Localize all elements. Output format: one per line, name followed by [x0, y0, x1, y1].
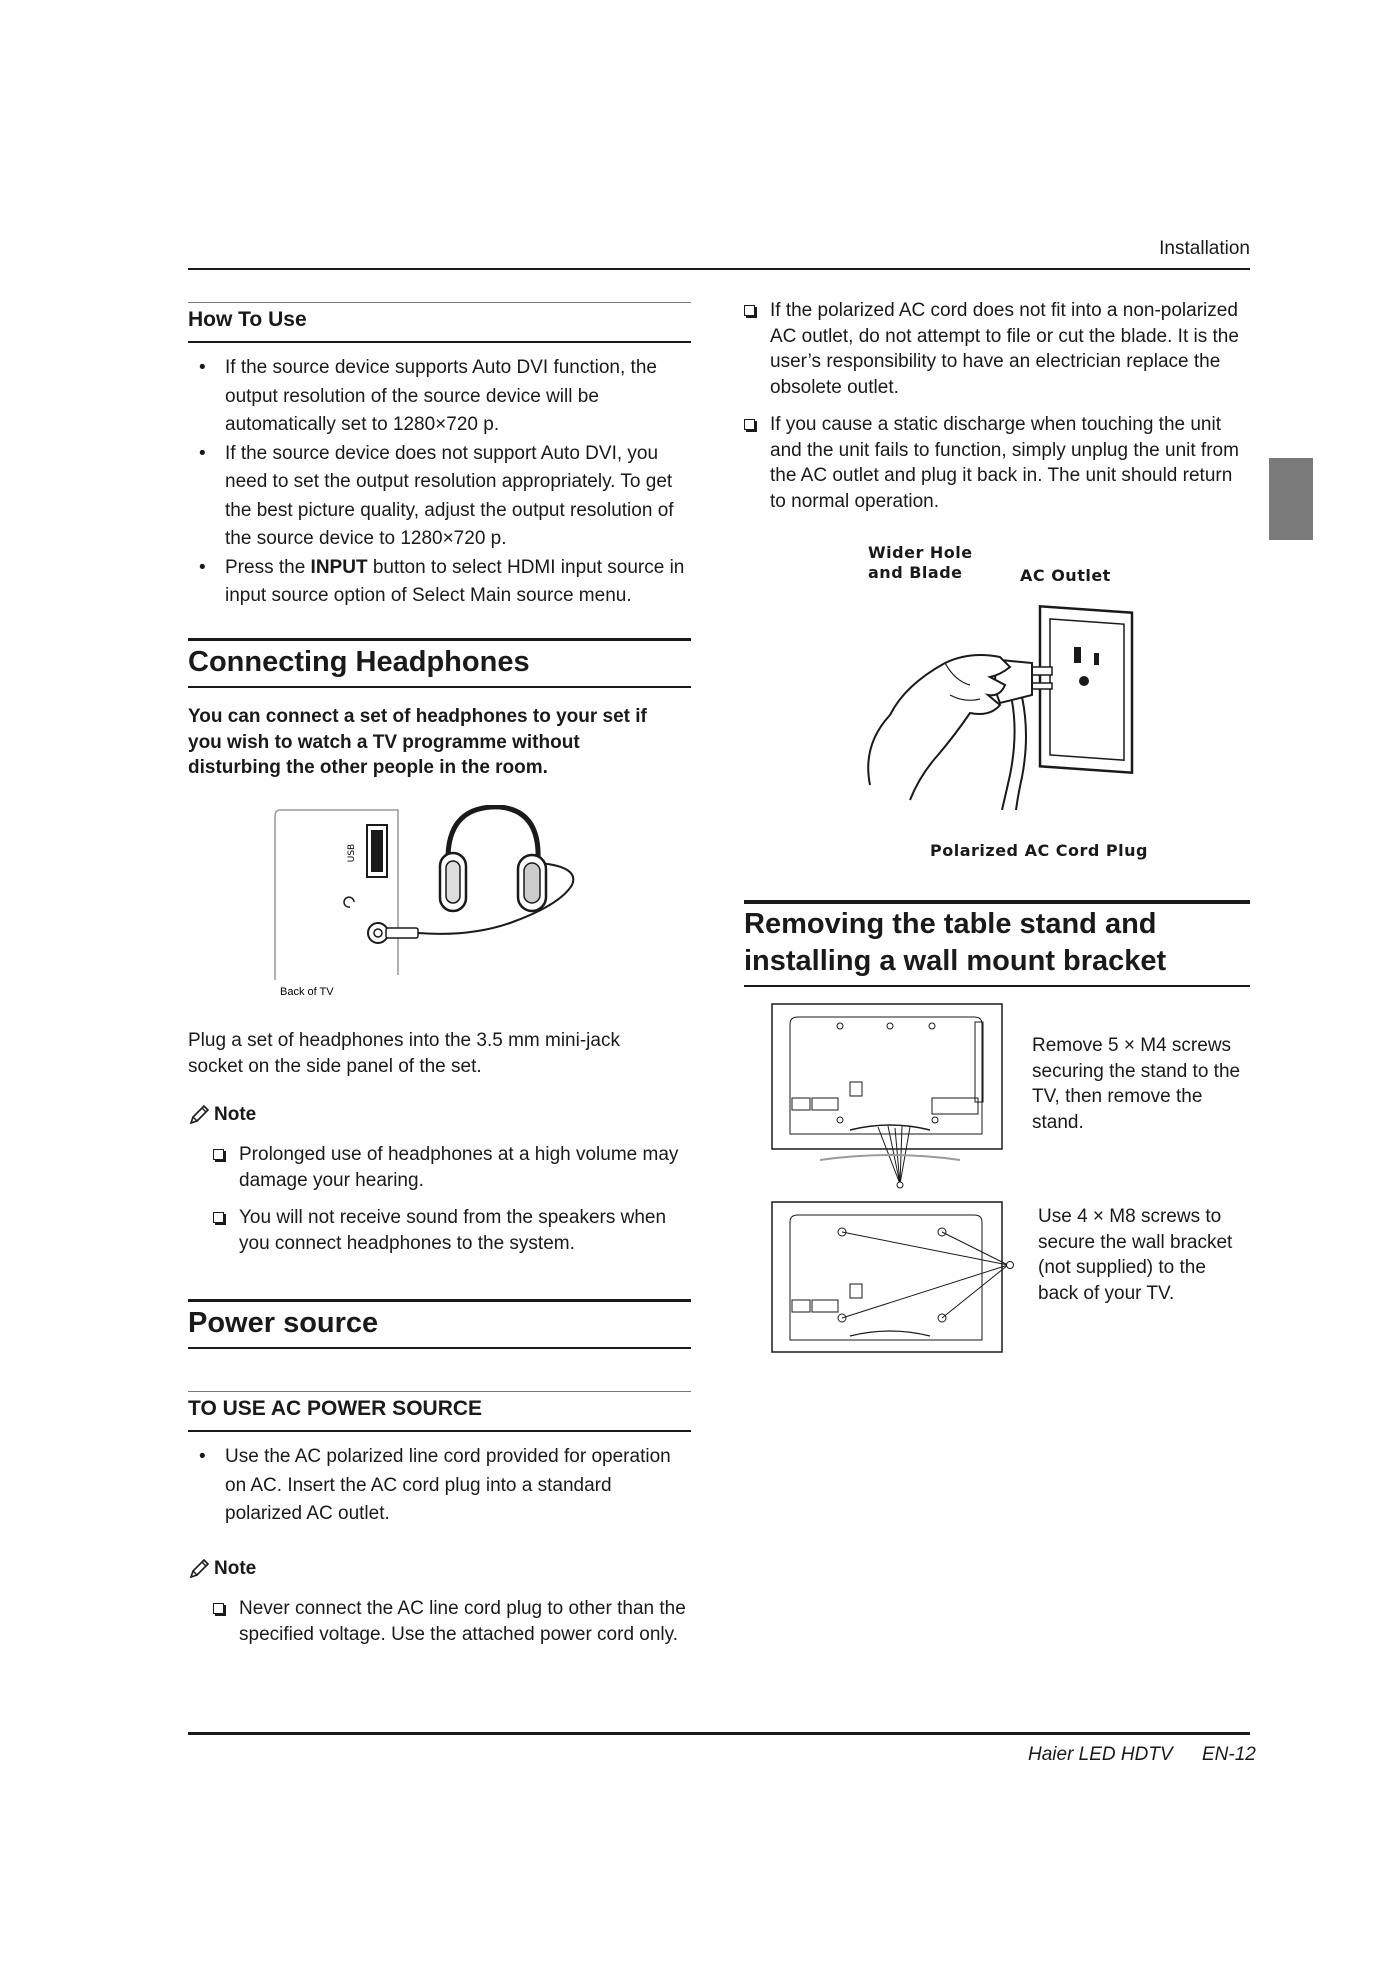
stand-top-rule	[744, 900, 1250, 904]
bullet-text: Use the AC polarized line cord provided for operation on AC. Insert the AC cord plug into a standard polarized AC outlet.	[225, 1446, 671, 1524]
headphone-jack-icon	[344, 897, 354, 907]
power-notes	[213, 1596, 693, 1647]
how-to-use-list	[188, 354, 688, 611]
header-rule	[188, 268, 1250, 270]
headband	[448, 807, 538, 860]
list-item	[188, 354, 688, 440]
ac-outlet-diagram	[850, 585, 1140, 810]
power-title: Power source	[188, 1307, 379, 1339]
bullet-text: If the source device supports Auto DVI function, the output resolution of the source device will be automatically set to 1280×720 p.	[225, 357, 657, 435]
headphones-intro: You can connect a set of headphones to your set if you wish to watch a TV programme without disturbing the other people in the room.	[188, 706, 647, 778]
ac-power-top-rule	[188, 1391, 691, 1392]
bullet-glyph: •	[199, 357, 206, 378]
headphones-note-heading	[188, 1104, 256, 1126]
headphones-body: Plug a set of headphones into the 3.5 mm mini-jack socket on the side panel of the set.	[188, 1030, 620, 1077]
list-item	[188, 554, 688, 611]
stand-step-1: Remove 5 × M4 screws securing the stand to the TV, then remove the stand.	[1032, 1035, 1241, 1133]
plug-blade-wide	[1030, 667, 1052, 675]
input-button-name: INPUT	[310, 556, 368, 578]
how-to-use-top-rule	[188, 302, 691, 303]
bullet-glyph: •	[199, 1446, 206, 1467]
how-to-use-bottom-rule	[188, 341, 691, 343]
headphones-diagram	[270, 805, 590, 1005]
checkbox-glyph	[213, 1149, 224, 1160]
checkbox-glyph	[213, 1212, 224, 1223]
pencil-icon	[188, 1558, 210, 1580]
footer-rule	[188, 1732, 1250, 1735]
stand-step-2: Use 4 × M8 screws to secure the wall bracket (not supplied) to the back of your TV.	[1038, 1206, 1233, 1304]
power-note-heading	[188, 1558, 256, 1580]
power-bottom-rule	[188, 1347, 691, 1349]
list-item	[213, 1596, 693, 1647]
power-top-rule	[188, 1299, 691, 1302]
hand-outline	[868, 655, 1010, 800]
bullet-glyph: •	[199, 556, 206, 578]
footer-product: Haier LED HDTV	[1028, 1744, 1173, 1765]
running-header: Installation	[1159, 238, 1250, 259]
ac-cord-notes	[744, 298, 1250, 514]
power-list	[188, 1443, 678, 1529]
list-item	[213, 1142, 693, 1193]
bullet-glyph: •	[199, 442, 206, 464]
headphone-plug	[386, 928, 418, 938]
plug-blade-narrow	[1030, 683, 1052, 689]
footer-page-number: EN-12	[1202, 1744, 1256, 1765]
stand-removal-diagram	[770, 1002, 1005, 1192]
ac-power-bottom-rule	[188, 1430, 691, 1432]
list-item	[213, 1205, 693, 1256]
bullet-text: If the source device does not support Auto DVI, you need to set the output resolution appropriately. To get the best picture quality, adjust the output resolution of the source device to 1280×720 p.	[225, 442, 674, 549]
note-text: If the polarized AC cord does not fit into a non-polarized AC outlet, do not attempt to file or cut the blade. It is the user’s responsibility to have an electrician replace the obsolete outlet.	[770, 300, 1239, 398]
outlet-ground	[1079, 676, 1089, 686]
checkbox-glyph	[744, 305, 755, 316]
ac-outlet-label: AC Outlet	[1020, 566, 1111, 585]
outlet-hole-wide	[1074, 647, 1081, 663]
power-cord	[1002, 697, 1026, 810]
note-text: You will not receive sound from the speakers when you connect headphones to the system.	[239, 1207, 667, 1254]
headphones-bottom-rule	[188, 686, 691, 688]
list-item	[188, 1443, 678, 1529]
outlet-hole-narrow	[1094, 653, 1099, 665]
checkbox-glyph	[744, 419, 755, 430]
back-of-tv-caption: Back of TV	[280, 986, 334, 998]
note-label: Note	[214, 1104, 257, 1125]
stand-title: Removing the table stand and installing a wall mount bracket	[744, 908, 1167, 977]
ac-power-subtitle: TO USE AC POWER SOURCE	[188, 1397, 483, 1420]
headphones-title: Connecting Headphones	[188, 646, 530, 678]
checkbox-glyph	[213, 1603, 224, 1614]
usb-label: USB	[347, 843, 357, 863]
stand-bottom-rule	[744, 985, 1250, 987]
note-text: If you cause a static discharge when touching the unit and the unit fails to function, simply unplug the unit from the AC outlet and plug it back in. The unit should return to normal operation.	[770, 414, 1239, 512]
bullet-text-before: Press the	[225, 556, 311, 578]
note-text: Prolonged use of headphones at a high volume may damage your hearing.	[239, 1144, 679, 1191]
wall-mount-diagram	[770, 1200, 1020, 1358]
polarized-plug-label: Polarized AC Cord Plug	[930, 841, 1148, 860]
tv-back-panel	[772, 1202, 1002, 1352]
pencil-icon	[188, 1104, 210, 1126]
list-item	[744, 412, 1250, 514]
bullet-text-after: button to select HDMI input source in input source option of Select Main source menu.	[225, 556, 685, 606]
wider-hole-label: Wider Hole and Blade	[868, 543, 973, 582]
headphones-notes	[213, 1142, 693, 1256]
note-text: Never connect the AC line cord plug to other than the specified voltage. Use the attached power cord only.	[239, 1598, 686, 1645]
list-item	[188, 440, 688, 554]
chapter-tab	[1269, 458, 1313, 540]
list-item	[744, 298, 1250, 400]
note-label: Note	[214, 1558, 257, 1579]
how-to-use-title: How To Use	[188, 308, 307, 331]
headphones-top-rule	[188, 638, 691, 641]
